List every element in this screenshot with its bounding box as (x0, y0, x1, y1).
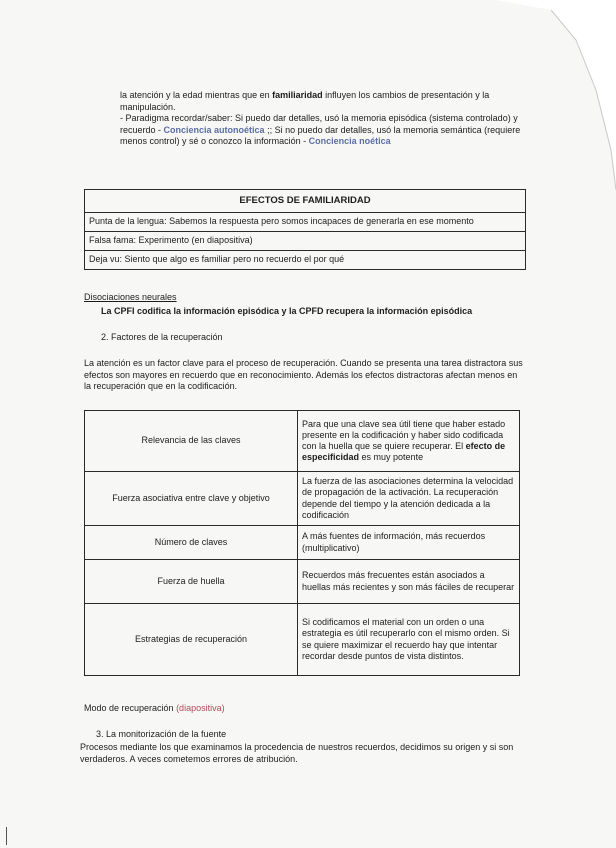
factor-cell: Fuerza asociativa entre clave y objetivo (85, 472, 298, 526)
section-3-paragraph: Procesos mediante los que examinamos la procedencia de nuestros recuerdos, decidimos su origen y si son verdaderos. A veces cometemos errores de atribución. (80, 742, 514, 764)
modo-note: (diapositiva) (176, 703, 225, 713)
disociaciones-title: Disociaciones neurales (84, 292, 177, 302)
familiaridad-row: Falsa fama: Experimento (en diapositiva) (85, 232, 526, 251)
description-cell: Recuerdos más frecuentes están asociados a huellas más recientes y son más fáciles de recuperar (298, 560, 520, 604)
description-cell: A más fuentes de información, más recuerdos (multiplicativo) (298, 526, 520, 560)
intro-paragraph-1 (120, 90, 530, 113)
section-2-heading: 2. Factores de la recuperación (101, 332, 223, 342)
section-2-paragraph: La atención es un factor clave para el proceso de recuperación. Cuando se presenta una tarea distractora sus efectos son mayores en recuerdo que en reconocimiento. Además los efectos distractoras afectan menos en la recuperación que en la codificación. (84, 358, 523, 391)
factor-cell: Número de claves (85, 526, 298, 560)
factores-table (84, 410, 520, 676)
familiaridad-table (84, 189, 526, 270)
familiaridad-header: EFECTOS DE FAMILIARIDAD (85, 190, 526, 213)
factor-cell: Estrategias de recuperación (85, 604, 298, 676)
description-cell: Para que una clave sea útil tiene que haber estado presente en la codificación y haber sido codificada con la huella que se quiere recuperar. El efecto de especificidad es muy potente (298, 411, 520, 472)
modo-recuperacion (84, 703, 225, 715)
factor-cell: Relevancia de las claves (85, 411, 298, 472)
familiaridad-row: Deja vu: Siento que algo es familiar pero no recuerdo el por qué (85, 251, 526, 270)
description-cell: La fuerza de las asociaciones determina la velocidad de propagación de la activación. La recuperación depende del tiempo y la atención dedicada a la codificación (298, 472, 520, 526)
disociaciones-text: La CPFI codifica la información episódica y la CPFD recupera la información episódica (101, 306, 473, 316)
intro-text-cont: influyen los cambios de presentación y la manipulación. (120, 90, 490, 112)
factor-cell: Fuerza de huella (85, 560, 298, 604)
paradigm-text: - Paradigma recordar/saber: Si puedo dar detalles, usó la memoria episódica (sistema controlado) y recuerdo - (120, 113, 518, 135)
scan-edge-mark (6, 827, 7, 845)
intro-paragraph-2 (120, 113, 530, 148)
intro-bold-term: familiaridad (272, 90, 323, 100)
paradigm-text-cont: ;; Si no puedo dar detalles, usó la memoria semántica (requiere menos control) y sé o conozco la información - (120, 124, 521, 146)
familiaridad-row: Punta de la lengua: Sabemos la respuesta pero somos incapaces de generarla en ese momento (85, 213, 526, 232)
intro-text: la atención y la edad mientras que en (120, 90, 273, 100)
highlight-noetica: Conciencia noética (308, 136, 391, 146)
highlight-autonoetica: Conciencia autonoética (163, 124, 265, 135)
section-3-heading: 3. La monitorización de la fuente (96, 729, 227, 739)
modo-label: Modo de recuperación (84, 703, 177, 713)
description-cell: Si codificamos el material con un orden o una estrategia es útil recuperarlo con el mismo orden. Si se quiere maximizar el recuerdo hay que intentar recordar desde puntos de vista distintos. (298, 604, 520, 676)
